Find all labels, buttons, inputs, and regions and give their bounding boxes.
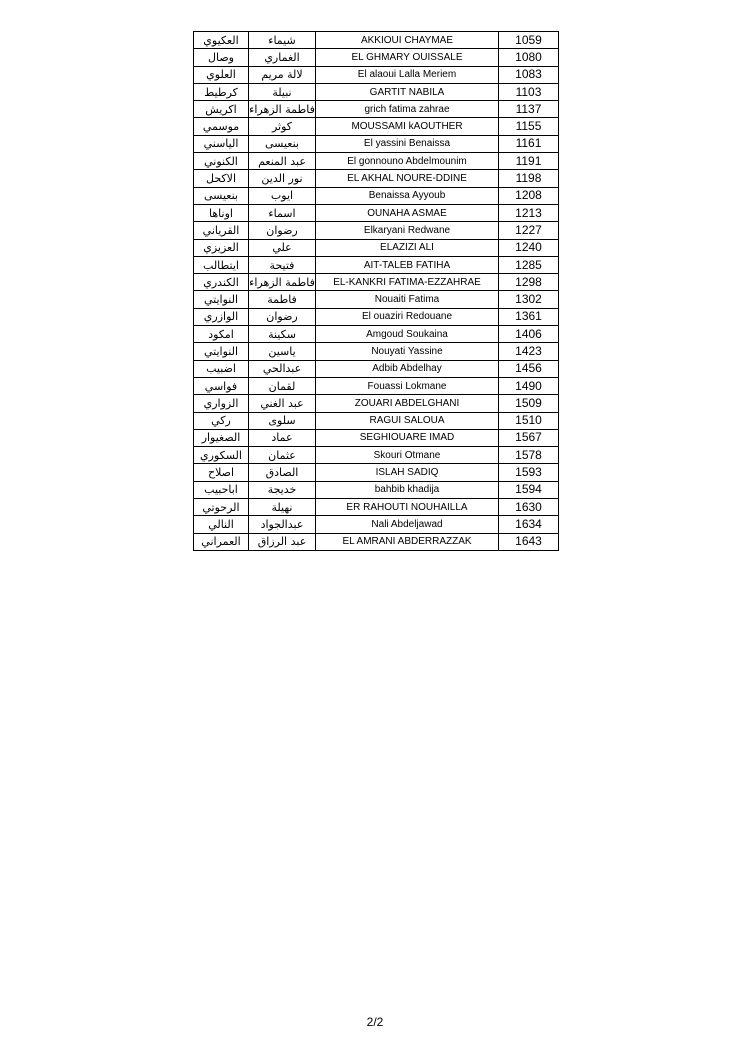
student-number-cell: 1198 bbox=[499, 170, 559, 187]
arabic-first-name-cell: ياسين bbox=[249, 343, 316, 360]
student-number-cell: 1302 bbox=[499, 291, 559, 308]
table-row bbox=[194, 395, 559, 412]
arabic-last-name-cell: الياسني bbox=[194, 135, 249, 152]
arabic-first-name-cell: نبيلة bbox=[249, 83, 316, 100]
table-row bbox=[194, 239, 559, 256]
student-number-cell: 1567 bbox=[499, 429, 559, 446]
student-roster-table bbox=[193, 31, 559, 551]
student-number-cell: 1208 bbox=[499, 187, 559, 204]
arabic-first-name-cell: شيماء bbox=[249, 32, 316, 49]
arabic-first-name-cell: خديجة bbox=[249, 481, 316, 498]
latin-name-cell: ELAZIZI ALI bbox=[316, 239, 499, 256]
table-row bbox=[194, 377, 559, 394]
arabic-last-name-cell: النوايتي bbox=[194, 291, 249, 308]
arabic-last-name-cell: العمراني bbox=[194, 533, 249, 550]
student-number-cell: 1083 bbox=[499, 66, 559, 83]
arabic-first-name-cell: فاطمة bbox=[249, 291, 316, 308]
table-row bbox=[194, 274, 559, 291]
latin-name-cell: RAGUI SALOUA bbox=[316, 412, 499, 429]
table-row bbox=[194, 49, 559, 66]
arabic-first-name-cell: عثمان bbox=[249, 447, 316, 464]
table-row bbox=[194, 66, 559, 83]
arabic-last-name-cell: القرياني bbox=[194, 222, 249, 239]
table-row bbox=[194, 153, 559, 170]
arabic-last-name-cell: السكوري bbox=[194, 447, 249, 464]
latin-name-cell: EL GHMARY OUISSALE bbox=[316, 49, 499, 66]
student-number-cell: 1059 bbox=[499, 32, 559, 49]
arabic-first-name-cell: ايوب bbox=[249, 187, 316, 204]
student-number-cell: 1643 bbox=[499, 533, 559, 550]
latin-name-cell: Nali Abdeljawad bbox=[316, 516, 499, 533]
latin-name-cell: AIT-TALEB FATIHA bbox=[316, 256, 499, 273]
student-number-cell: 1423 bbox=[499, 343, 559, 360]
table-row bbox=[194, 429, 559, 446]
latin-name-cell: AKKIOUI CHAYMAE bbox=[316, 32, 499, 49]
arabic-first-name-cell: سلوى bbox=[249, 412, 316, 429]
latin-name-cell: El alaoui Lalla Meriem bbox=[316, 66, 499, 83]
arabic-first-name-cell: عبد الغني bbox=[249, 395, 316, 412]
student-number-cell: 1594 bbox=[499, 481, 559, 498]
arabic-first-name-cell: رضوان bbox=[249, 308, 316, 325]
table-row bbox=[194, 412, 559, 429]
student-number-cell: 1490 bbox=[499, 377, 559, 394]
table-row bbox=[194, 533, 559, 550]
arabic-first-name-cell: سكينة bbox=[249, 326, 316, 343]
student-number-cell: 1630 bbox=[499, 499, 559, 516]
table-row bbox=[194, 118, 559, 135]
arabic-last-name-cell: كرطيط bbox=[194, 83, 249, 100]
student-number-cell: 1155 bbox=[499, 118, 559, 135]
student-number-cell: 1578 bbox=[499, 447, 559, 464]
latin-name-cell: grich fatima zahrae bbox=[316, 101, 499, 118]
student-number-cell: 1298 bbox=[499, 274, 559, 291]
arabic-first-name-cell: عماد bbox=[249, 429, 316, 446]
student-number-cell: 1137 bbox=[499, 101, 559, 118]
latin-name-cell: Nouyati Yassine bbox=[316, 343, 499, 360]
table-row bbox=[194, 291, 559, 308]
table-row bbox=[194, 308, 559, 325]
arabic-last-name-cell: فواسي bbox=[194, 377, 249, 394]
table-row bbox=[194, 204, 559, 221]
student-number-cell: 1240 bbox=[499, 239, 559, 256]
arabic-first-name-cell: لالة مريم bbox=[249, 66, 316, 83]
arabic-first-name-cell: رضوان bbox=[249, 222, 316, 239]
arabic-last-name-cell: ركي bbox=[194, 412, 249, 429]
arabic-last-name-cell: الكنوني bbox=[194, 153, 249, 170]
latin-name-cell: Nouaiti Fatima bbox=[316, 291, 499, 308]
student-number-cell: 1361 bbox=[499, 308, 559, 325]
arabic-last-name-cell: وصال bbox=[194, 49, 249, 66]
student-number-cell: 1161 bbox=[499, 135, 559, 152]
latin-name-cell: El yassini Benaissa bbox=[316, 135, 499, 152]
latin-name-cell: El ouaziri Redouane bbox=[316, 308, 499, 325]
table-row bbox=[194, 343, 559, 360]
arabic-last-name-cell: العلوي bbox=[194, 66, 249, 83]
table-row bbox=[194, 170, 559, 187]
arabic-last-name-cell: الكندري bbox=[194, 274, 249, 291]
arabic-last-name-cell: العكيوي bbox=[194, 32, 249, 49]
table-row bbox=[194, 481, 559, 498]
arabic-last-name-cell: النالي bbox=[194, 516, 249, 533]
arabic-last-name-cell: اصلاح bbox=[194, 464, 249, 481]
student-number-cell: 1080 bbox=[499, 49, 559, 66]
student-number-cell: 1285 bbox=[499, 256, 559, 273]
arabic-last-name-cell: الرحوتي bbox=[194, 499, 249, 516]
arabic-last-name-cell: الصغيوار bbox=[194, 429, 249, 446]
latin-name-cell: SEGHIOUARE IMAD bbox=[316, 429, 499, 446]
latin-name-cell: ISLAH SADIQ bbox=[316, 464, 499, 481]
arabic-first-name-cell: عبد الرزاق bbox=[249, 533, 316, 550]
student-number-cell: 1456 bbox=[499, 360, 559, 377]
arabic-last-name-cell: اكريش bbox=[194, 101, 249, 118]
arabic-first-name-cell: اسماء bbox=[249, 204, 316, 221]
arabic-last-name-cell: الزواري bbox=[194, 395, 249, 412]
page-number: 2/2 bbox=[366, 1015, 384, 1029]
latin-name-cell: ZOUARI ABDELGHANI bbox=[316, 395, 499, 412]
table-row bbox=[194, 83, 559, 100]
arabic-last-name-cell: امكود bbox=[194, 326, 249, 343]
latin-name-cell: OUNAHA ASMAE bbox=[316, 204, 499, 221]
latin-name-cell: bahbib khadija bbox=[316, 481, 499, 498]
table-row bbox=[194, 101, 559, 118]
student-number-cell: 1406 bbox=[499, 326, 559, 343]
arabic-first-name-cell: كوثر bbox=[249, 118, 316, 135]
student-number-cell: 1510 bbox=[499, 412, 559, 429]
arabic-first-name-cell: فتيحة bbox=[249, 256, 316, 273]
arabic-last-name-cell: العزيزي bbox=[194, 239, 249, 256]
arabic-first-name-cell: بنعيسى bbox=[249, 135, 316, 152]
table-row bbox=[194, 516, 559, 533]
arabic-first-name-cell: نور الدين bbox=[249, 170, 316, 187]
arabic-first-name-cell: عبدالحي bbox=[249, 360, 316, 377]
latin-name-cell: MOUSSAMI kAOUTHER bbox=[316, 118, 499, 135]
student-number-cell: 1509 bbox=[499, 395, 559, 412]
table-row bbox=[194, 360, 559, 377]
arabic-first-name-cell: عبدالجواد bbox=[249, 516, 316, 533]
arabic-last-name-cell: الوازري bbox=[194, 308, 249, 325]
latin-name-cell: EL-KANKRI FATIMA-EZZAHRAE bbox=[316, 274, 499, 291]
latin-name-cell: Amgoud Soukaina bbox=[316, 326, 499, 343]
arabic-first-name-cell: عبد المنعم bbox=[249, 153, 316, 170]
table-row bbox=[194, 464, 559, 481]
table-row bbox=[194, 187, 559, 204]
latin-name-cell: GARTIT NABILA bbox=[316, 83, 499, 100]
latin-name-cell: Fouassi Lokmane bbox=[316, 377, 499, 394]
latin-name-cell: EL AMRANI ABDERRAZZAK bbox=[316, 533, 499, 550]
table-row bbox=[194, 135, 559, 152]
table-row bbox=[194, 256, 559, 273]
table-row bbox=[194, 222, 559, 239]
arabic-first-name-cell: علي bbox=[249, 239, 316, 256]
arabic-first-name-cell: الغماري bbox=[249, 49, 316, 66]
arabic-last-name-cell: اباحبيب bbox=[194, 481, 249, 498]
arabic-last-name-cell: موسمي bbox=[194, 118, 249, 135]
arabic-last-name-cell: اوناها bbox=[194, 204, 249, 221]
arabic-first-name-cell: فاطمة الزهراء bbox=[249, 101, 316, 118]
arabic-last-name-cell: بنعيسى bbox=[194, 187, 249, 204]
table-row bbox=[194, 499, 559, 516]
latin-name-cell: EL AKHAL NOURE-DDINE bbox=[316, 170, 499, 187]
table-row bbox=[194, 447, 559, 464]
student-number-cell: 1593 bbox=[499, 464, 559, 481]
arabic-last-name-cell: ايتطالب bbox=[194, 256, 249, 273]
student-number-cell: 1213 bbox=[499, 204, 559, 221]
table-row bbox=[194, 326, 559, 343]
arabic-first-name-cell: لقمان bbox=[249, 377, 316, 394]
latin-name-cell: ER RAHOUTI NOUHAILLA bbox=[316, 499, 499, 516]
arabic-last-name-cell: النوايتي bbox=[194, 343, 249, 360]
table-row bbox=[194, 32, 559, 49]
student-number-cell: 1103 bbox=[499, 83, 559, 100]
arabic-first-name-cell: فاطمة الزهراء bbox=[249, 274, 316, 291]
arabic-last-name-cell: اضبيب bbox=[194, 360, 249, 377]
latin-name-cell: Skouri Otmane bbox=[316, 447, 499, 464]
roster-body bbox=[194, 32, 559, 551]
latin-name-cell: El gonnouno Abdelmounim bbox=[316, 153, 499, 170]
arabic-first-name-cell: الصادق bbox=[249, 464, 316, 481]
latin-name-cell: Elkaryani Redwane bbox=[316, 222, 499, 239]
arabic-first-name-cell: نهيلة bbox=[249, 499, 316, 516]
student-number-cell: 1227 bbox=[499, 222, 559, 239]
latin-name-cell: Benaissa Ayyoub bbox=[316, 187, 499, 204]
arabic-last-name-cell: الاكحل bbox=[194, 170, 249, 187]
latin-name-cell: Adbib Abdelhay bbox=[316, 360, 499, 377]
student-number-cell: 1634 bbox=[499, 516, 559, 533]
student-number-cell: 1191 bbox=[499, 153, 559, 170]
